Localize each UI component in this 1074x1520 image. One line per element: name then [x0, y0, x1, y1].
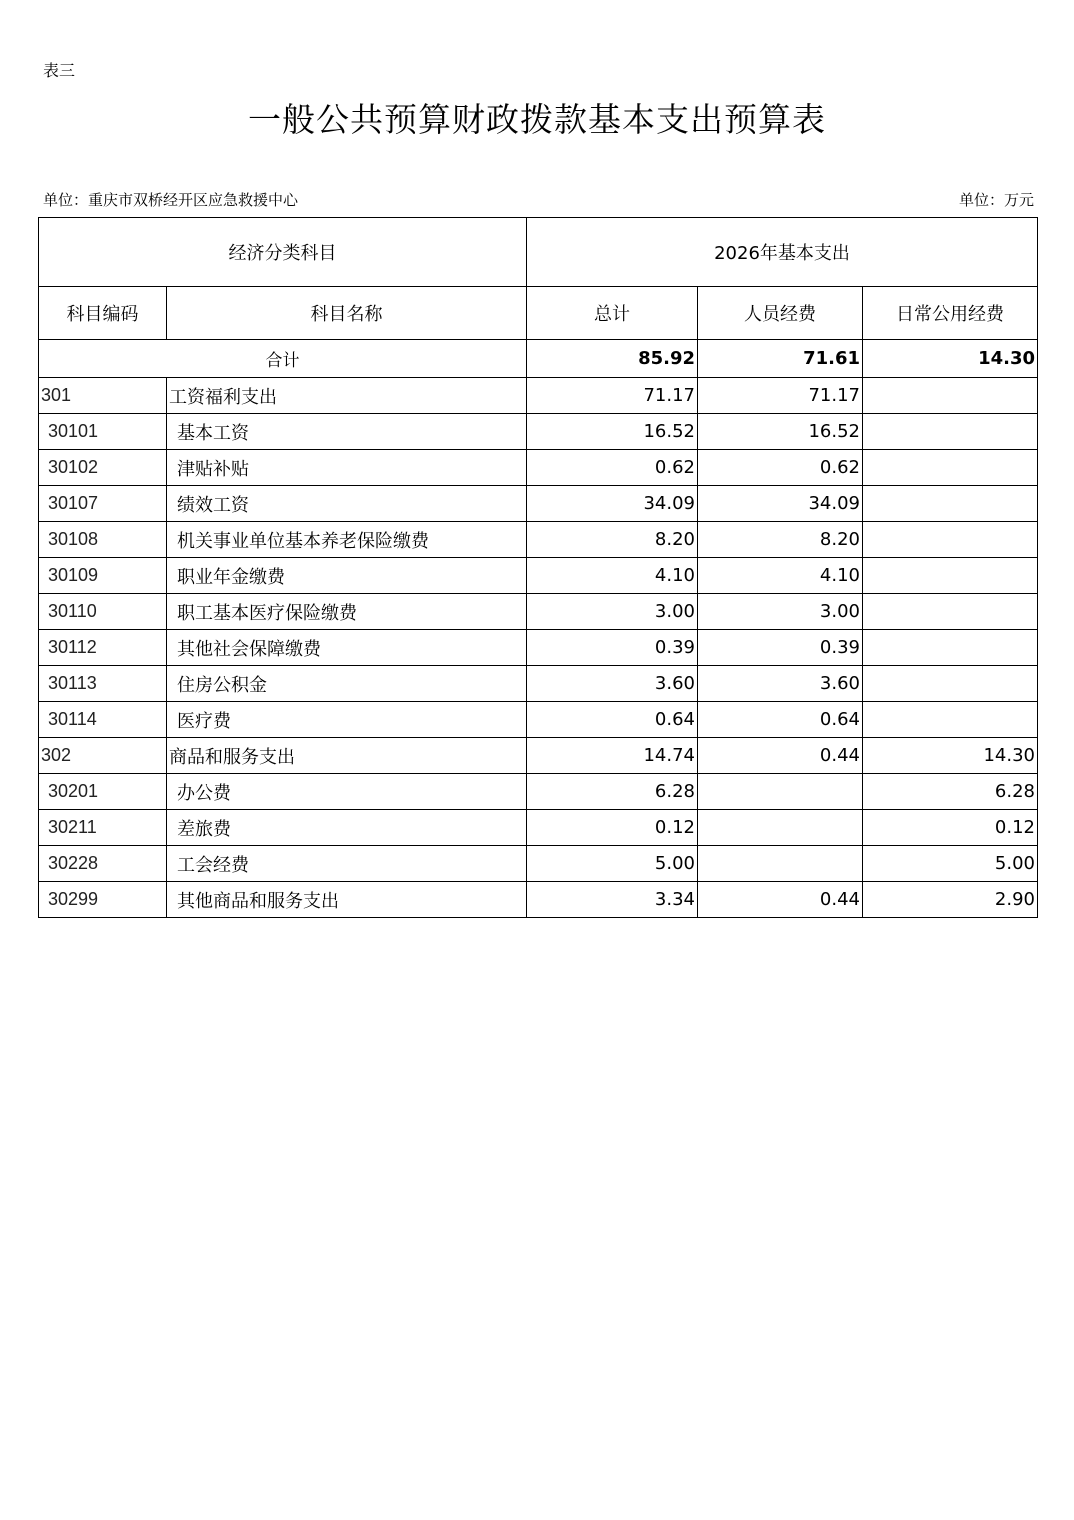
row-name: 办公费 — [167, 774, 527, 810]
sum-personnel: 71.61 — [698, 340, 863, 378]
row-code: 301 — [39, 378, 167, 414]
row-personnel: 3.00 — [698, 594, 863, 630]
row-public: 0.12 — [863, 810, 1038, 846]
page-title: 一般公共预算财政拨款基本支出预算表 — [248, 100, 826, 139]
header-total: 总计 — [527, 287, 698, 340]
row-personnel: 0.44 — [698, 882, 863, 918]
sum-total: 85.92 — [527, 340, 698, 378]
row-public: 14.30 — [863, 738, 1038, 774]
row-total: 6.28 — [527, 774, 698, 810]
header-name: 科目名称 — [167, 287, 527, 340]
row-public — [863, 630, 1038, 666]
row-name: 其他商品和服务支出 — [167, 882, 527, 918]
table-row — [39, 774, 1038, 810]
row-code: 30114 — [39, 702, 167, 738]
row-personnel: 0.44 — [698, 738, 863, 774]
row-total: 71.17 — [527, 378, 698, 414]
sum-row — [39, 340, 1038, 378]
table-row — [39, 630, 1038, 666]
row-name: 绩效工资 — [167, 486, 527, 522]
table-row — [39, 666, 1038, 702]
table-row — [39, 378, 1038, 414]
header-year-basic: 2026年基本支出 — [527, 218, 1038, 287]
header-row-2 — [39, 287, 1038, 340]
row-code: 30201 — [39, 774, 167, 810]
row-personnel — [698, 774, 863, 810]
row-public — [863, 522, 1038, 558]
row-name: 工资福利支出 — [167, 378, 527, 414]
row-total: 0.12 — [527, 810, 698, 846]
row-public — [863, 594, 1038, 630]
table-row — [39, 846, 1038, 882]
row-public — [863, 450, 1038, 486]
row-name: 医疗费 — [167, 702, 527, 738]
row-personnel: 34.09 — [698, 486, 863, 522]
row-code: 30299 — [39, 882, 167, 918]
row-code: 30228 — [39, 846, 167, 882]
row-personnel: 8.20 — [698, 522, 863, 558]
row-total: 4.10 — [527, 558, 698, 594]
row-code: 302 — [39, 738, 167, 774]
row-total: 3.00 — [527, 594, 698, 630]
row-public — [863, 378, 1038, 414]
table-row — [39, 882, 1038, 918]
budget-table — [38, 217, 1038, 918]
table-row — [39, 594, 1038, 630]
row-code: 30113 — [39, 666, 167, 702]
row-name: 住房公积金 — [167, 666, 527, 702]
header-row-1 — [39, 218, 1038, 287]
table-row — [39, 702, 1038, 738]
table-number: 表三 — [43, 61, 76, 80]
row-total: 16.52 — [527, 414, 698, 450]
row-code: 30108 — [39, 522, 167, 558]
row-public — [863, 702, 1038, 738]
row-code: 30102 — [39, 450, 167, 486]
header-public: 日常公用经费 — [863, 287, 1038, 340]
row-total: 0.62 — [527, 450, 698, 486]
row-personnel: 71.17 — [698, 378, 863, 414]
row-name: 津贴补贴 — [167, 450, 527, 486]
row-total: 0.39 — [527, 630, 698, 666]
row-name: 职业年金缴费 — [167, 558, 527, 594]
sum-public: 14.30 — [863, 340, 1038, 378]
row-name: 机关事业单位基本养老保险缴费 — [167, 522, 527, 558]
row-public: 5.00 — [863, 846, 1038, 882]
row-total: 3.34 — [527, 882, 698, 918]
row-public: 2.90 — [863, 882, 1038, 918]
row-code: 30101 — [39, 414, 167, 450]
row-personnel — [698, 810, 863, 846]
table-row — [39, 558, 1038, 594]
row-personnel: 4.10 — [698, 558, 863, 594]
row-code: 30109 — [39, 558, 167, 594]
table-row — [39, 810, 1038, 846]
header-personnel: 人员经费 — [698, 287, 863, 340]
row-personnel: 0.62 — [698, 450, 863, 486]
row-public — [863, 558, 1038, 594]
row-public: 6.28 — [863, 774, 1038, 810]
row-total: 0.64 — [527, 702, 698, 738]
row-code: 30112 — [39, 630, 167, 666]
row-total: 5.00 — [527, 846, 698, 882]
row-code: 30211 — [39, 810, 167, 846]
row-name: 职工基本医疗保险缴费 — [167, 594, 527, 630]
row-total: 34.09 — [527, 486, 698, 522]
row-total: 14.74 — [527, 738, 698, 774]
row-name: 基本工资 — [167, 414, 527, 450]
row-code: 30110 — [39, 594, 167, 630]
table-row — [39, 414, 1038, 450]
row-personnel: 0.39 — [698, 630, 863, 666]
row-code: 30107 — [39, 486, 167, 522]
unit-organization: 单位：重庆市双桥经开区应急救援中心 — [43, 191, 299, 209]
table-row — [39, 522, 1038, 558]
row-name: 工会经费 — [167, 846, 527, 882]
table-row — [39, 450, 1038, 486]
row-total: 3.60 — [527, 666, 698, 702]
row-total: 8.20 — [527, 522, 698, 558]
header-econ-class: 经济分类科目 — [39, 218, 527, 287]
row-personnel: 16.52 — [698, 414, 863, 450]
sum-label: 合计 — [39, 340, 527, 378]
row-public — [863, 486, 1038, 522]
table-row — [39, 486, 1038, 522]
row-name: 差旅费 — [167, 810, 527, 846]
table-row — [39, 738, 1038, 774]
row-public — [863, 666, 1038, 702]
unit-currency: 单位：万元 — [958, 191, 1034, 209]
row-personnel: 3.60 — [698, 666, 863, 702]
header-code: 科目编码 — [39, 287, 167, 340]
row-name: 商品和服务支出 — [167, 738, 527, 774]
row-public — [863, 414, 1038, 450]
row-personnel — [698, 846, 863, 882]
row-personnel: 0.64 — [698, 702, 863, 738]
row-name: 其他社会保障缴费 — [167, 630, 527, 666]
